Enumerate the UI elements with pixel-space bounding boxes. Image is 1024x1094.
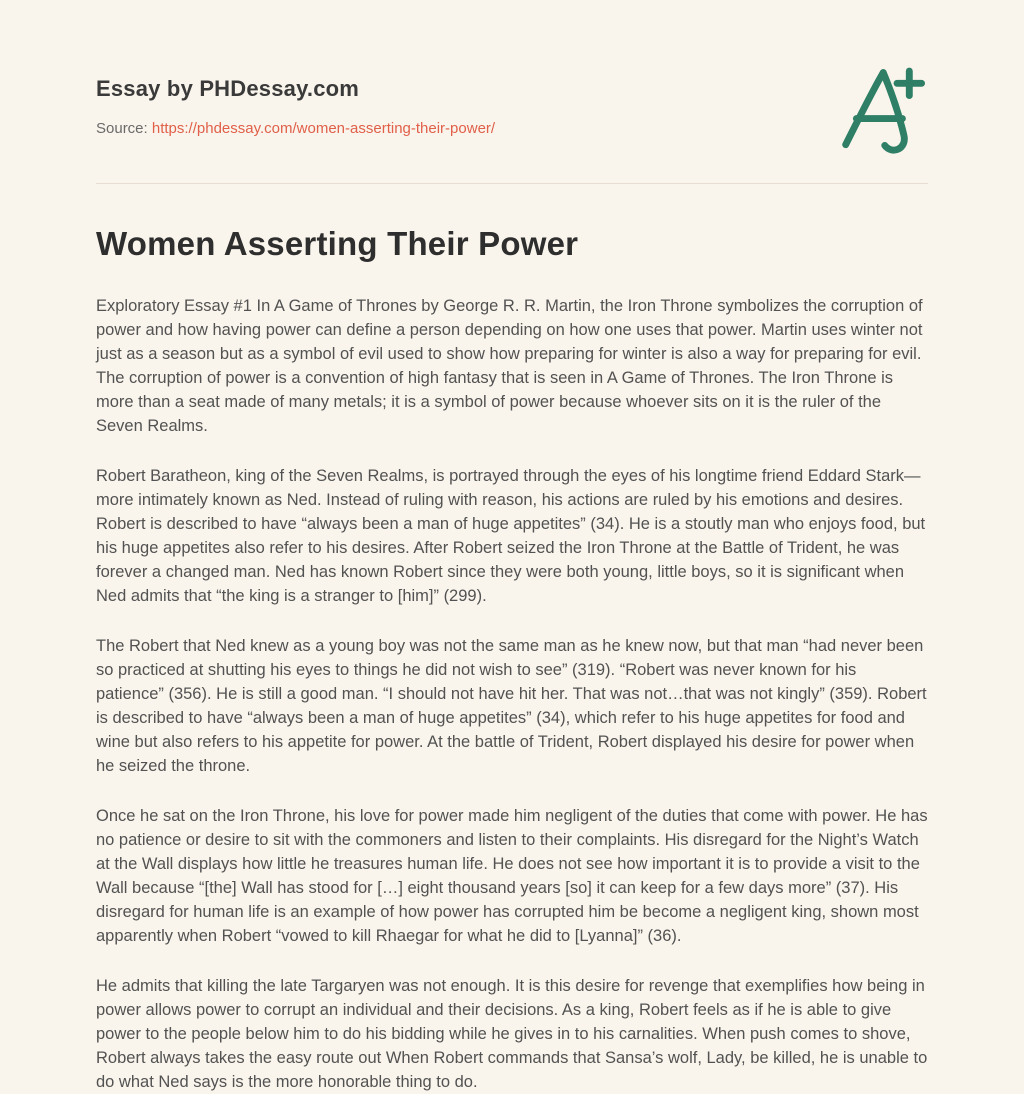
source-line xyxy=(96,120,928,137)
essay-title: Women Asserting Their Power xyxy=(96,225,579,262)
page-header xyxy=(96,76,928,137)
source-link[interactable]: https://phdessay.com/women-asserting-their-power/ xyxy=(151,120,496,137)
essay-paragraph: He admits that killing the late Targaryen was not enough. It is this desire for revenge that exemplifies how being in power allows power to corrupt an individual and their decisions. As a king, Robert feels as if he is able to give power to the people below him to do his bidding while he gives in to his carnalities. When push comes to shove, Robert always takes the easy route out When Robert commands that Sansa’s wolf, Lady, be killed, he is unable to do what Ned says is the more honorable thing to do. xyxy=(96,976,928,1091)
brand-title: Essay by PHDessay.com xyxy=(96,76,360,101)
source-label: Source: xyxy=(96,120,148,137)
header-divider xyxy=(96,183,928,184)
essay-body xyxy=(96,294,928,1094)
essay-paragraph: Exploratory Essay #1 In A Game of Thrones by George R. R. Martin, the Iron Throne symbolizes the corruption of power and how having power can define a person depending on how one uses that power. Martin uses winter not just as a season but as a symbol of evil used to show how preparing for winter is also a way for preparing for evil. The corruption of power is a convention of high fantasy that is seen in A Game of Thrones. The Iron Throne is more than a seat made of many metals; it is a symbol of power because whoever sits on it is the ruler of the Seven Realms. xyxy=(96,296,923,435)
essay-paragraph: The Robert that Ned knew as a young boy was not the same man as he knew now, but that man “had never been so practiced at shutting his eyes to things he did not wish to see” (319). “Robert was never known for his patience” (356). He is still a good man. “I should not have hit her. That was not…that was not kingly” (359). Robert is described to have “always been a man of huge appetites” (34), which refer to his huge appetites for food and wine but also refers to his appetite for power. At the battle of Trident, Robert displayed his desire for power when he seized the throne. xyxy=(96,636,927,775)
phdessay-a-plus-logo-icon xyxy=(838,66,930,162)
essay-paragraph: Robert Baratheon, king of the Seven Realms, is portrayed through the eyes of his longtime friend Eddard Stark—more intimately known as Ned. Instead of ruling with reason, his actions are ruled by his emotions and desires. Robert is described to have “always been a man of huge appetites” (34). He is a stoutly man who enjoys food, but his huge appetites also refer to his desires. After Robert seized the Iron Throne at the Battle of Trident, he was forever a changed man. Ned has known Robert since they were both young, little boys, so it is significant when Ned admits that “the king is a stranger to [him]” (299). xyxy=(96,466,926,605)
essay-paragraph: Once he sat on the Iron Throne, his love for power made him negligent of the duties that come with power. He has no patience or desire to sit with the commoners and listen to their complaints. His disregard for the Night’s Watch at the Wall displays how little he treasures human life. He does not see how important it is to provide a visit to the Wall because “[the] Wall has stood for […] eight thousand years [so] it can keep for a few days more” (37). His disregard for human life is an example of how power has corrupted him be become a negligent king, shown most apparently when Robert “vowed to kill Rhaegar for what he did to [Lyanna]” (36). xyxy=(96,806,928,945)
